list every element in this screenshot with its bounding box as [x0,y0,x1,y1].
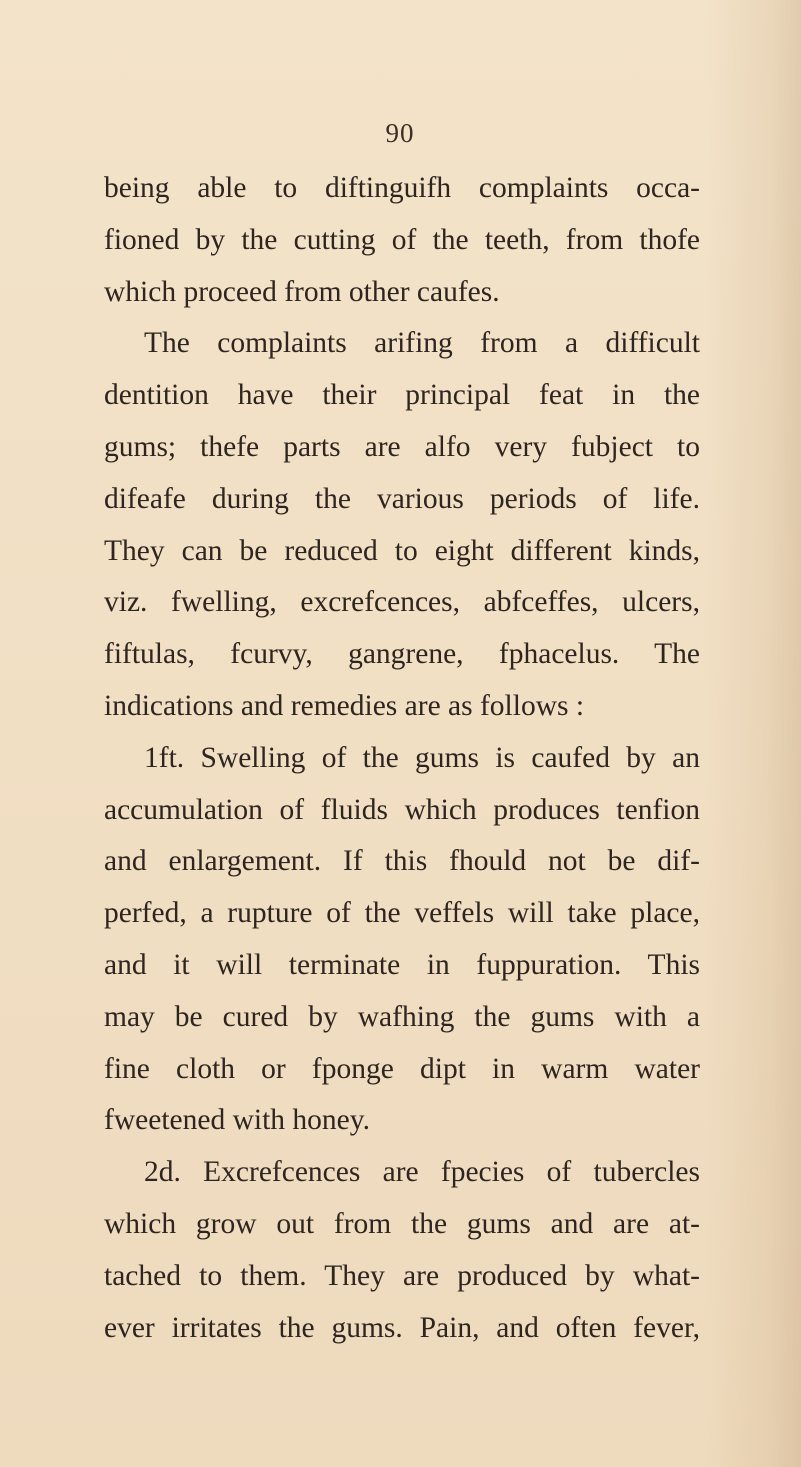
text-line: accumulation of fluids which produces tenfion [104,793,700,826]
text-line: perfed, a rupture of the veffels will take place, [104,897,700,930]
text-line: fiftulas, fcurvy, gangrene, fphacelus. The [104,638,700,671]
text-line: which grow out from the gums and are at- [104,1207,700,1240]
page-number: 90 [385,118,415,148]
text-line: being able to diftinguifh complaints occa- [104,172,700,204]
text-line: and enlargement. If this fhould not be dif- [104,845,700,878]
text-line: viz. fwelling, excrefcences, abfceffes, ulcers, [104,586,700,619]
text-line: 1ft. Swelling of the gums is caufed by an [144,741,700,774]
text-line: may be cured by wafhing the gums with a [104,1000,700,1033]
text-line: fioned by the cutting of the teeth, from thofe [104,223,700,256]
text-line: which proceed from other caufes. [104,275,500,308]
body-text [104,163,700,1354]
text-line: They can be reduced to eight different kinds, [104,534,700,567]
text-line: indications and remedies are as follows : [104,689,585,722]
text-line: dentition have their principal feat in the [104,379,700,412]
text-line: ever irritates the gums. Pain, and often fever, [104,1311,700,1344]
text-line: difeafe during the various periods of life. [104,482,700,515]
text-line: 2d. Excrefcences are fpecies of tubercles [144,1156,700,1189]
text-line: The complaints arifing from a difficult [144,327,700,360]
text-line: fine cloth or fponge dipt in warm water [104,1052,700,1085]
text-line: tached to them. They are produced by what- [104,1259,700,1292]
text-line: and it will terminate in fuppuration. This [104,948,700,981]
text-line: gums; thefe parts are alfo very fubject to [104,430,700,463]
text-line: fweetened with honey. [104,1104,370,1137]
